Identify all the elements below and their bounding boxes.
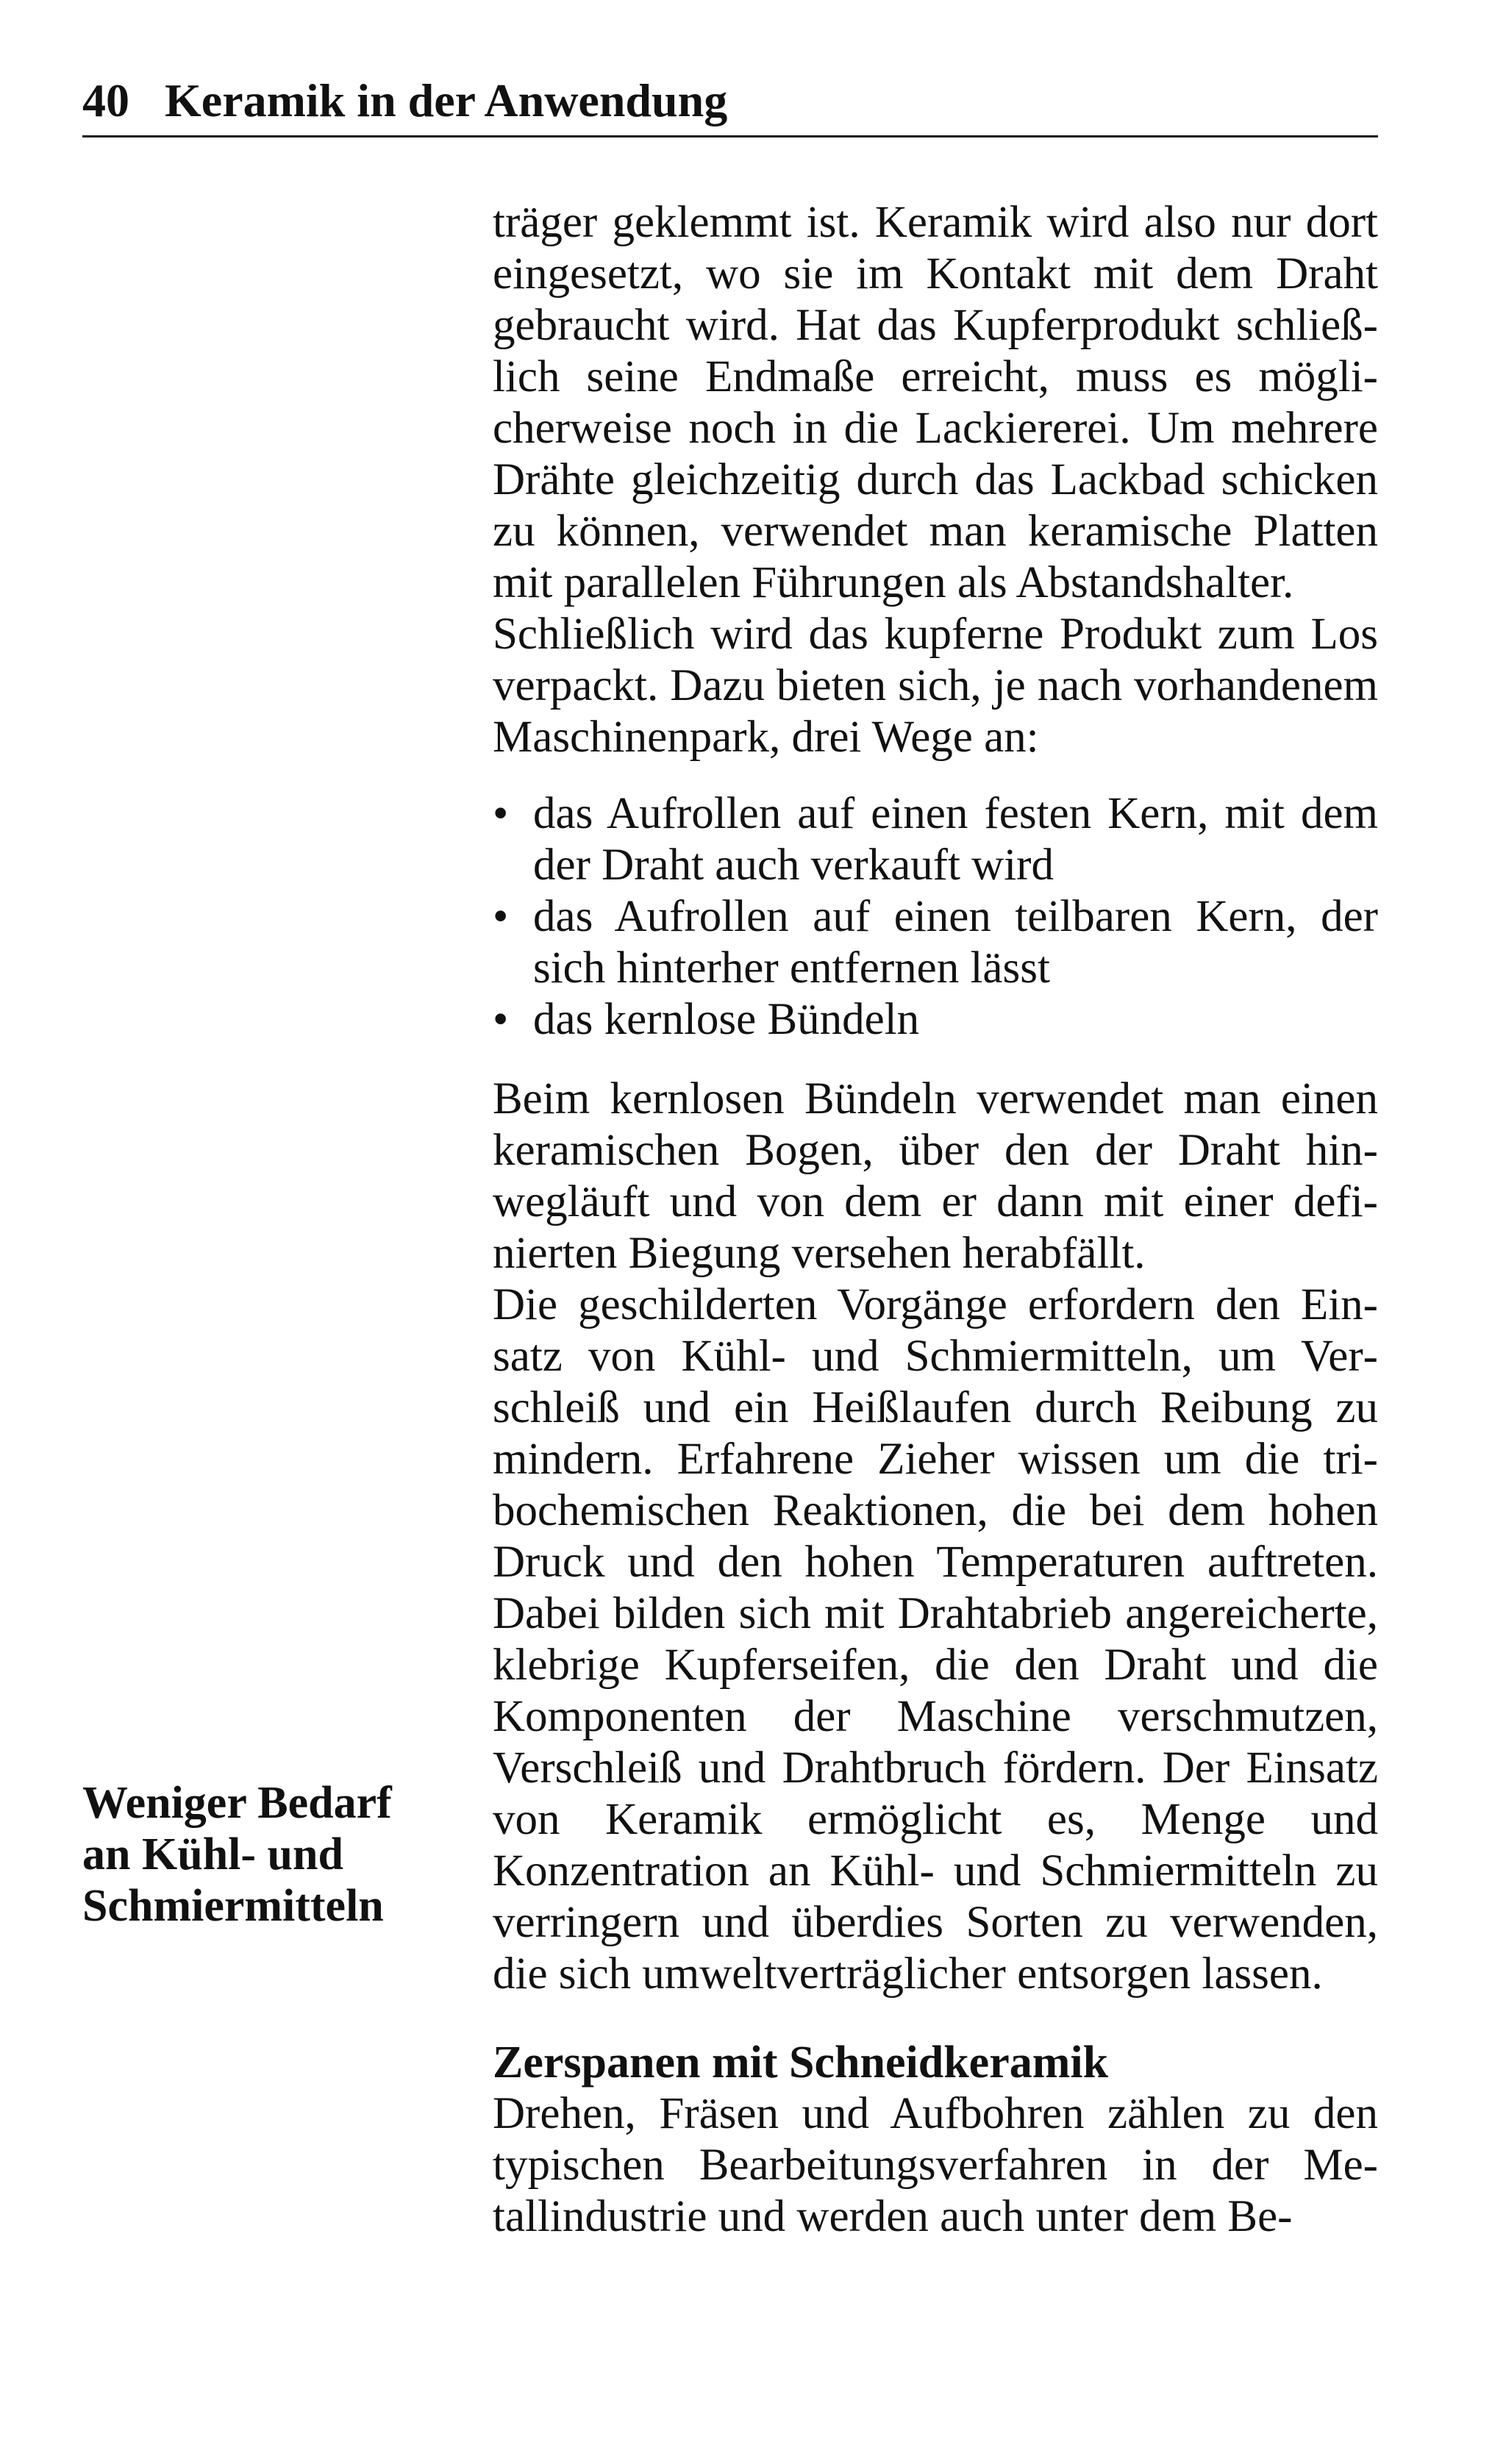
list-item-text: das Aufrollen auf einen festen Kern, mit dem der Draht auch verkauft wird [533, 789, 1378, 890]
margin-note-line: an Kühl- und [82, 1829, 343, 1879]
list-item [493, 788, 1378, 891]
list-item-text: das kernlose Bündeln [533, 995, 920, 1044]
paragraph: Die geschilderten Vorgänge erfordern den Einsatz von Kühl- und Schmiermitteln, um Verschleiß und ein Heißlaufen durch Reibung zu mindern. Erfahrene Zieher wissen um die tribochemischen Reaktionen, die bei dem hohen Druck und den hohen Temperaturen auftreten. Dabei bilden sich mit Drahtabrieb angereicherte, klebrige Kupferseifen, die den Draht und die Komponenten der Maschine verschmutzen, Verschleiß und Drahtbruch fördern. Der Einsatz von Keramik ermöglicht es, Menge und Konzentration an Kühl- und Schmiermitteln zu verringern und überdies Sorten zu verwenden, die sich umweltverträglicher entsorgen lassen. [493, 1280, 1378, 1999]
running-header [82, 70, 1378, 138]
bullet-icon: • [493, 789, 509, 838]
list-item [493, 994, 1378, 1046]
section-heading: Zerspanen mit Schneidkeramik [493, 2038, 1109, 2088]
paragraph: Schließlich wird das kupferne Produkt zum Los verpackt. Dazu bieten sich, je nach vorhandenem Maschinenpark, drei Wege an: [493, 610, 1378, 762]
paragraph: Beim kernlosen Bündeln verwendet man einen keramischen Bogen, über den der Draht hinwegläuft und von dem er dann mit einer definierten Biegung versehen herabfällt. [493, 1074, 1378, 1278]
margin-note-line: Schmiermitteln [82, 1881, 384, 1931]
page-number: 40 [82, 74, 129, 126]
list-item-text: das Aufrollen auf einen teilbaren Kern, der sich hinterher entfernen lässt [533, 892, 1378, 993]
margin-note-line: Weniger Bedarf [82, 1778, 392, 1828]
bullet-icon: • [493, 995, 509, 1044]
list-item [493, 891, 1378, 994]
paragraph: Drehen, Fräsen und Aufbohren zählen zu den typischen Bearbeitungsverfahren in der Metallindustrie und werden auch unter dem Be- [493, 2089, 1378, 2241]
margin-note [82, 1777, 428, 1932]
running-header-title: Keramik in der Anwendung [165, 74, 728, 126]
bullet-list [493, 788, 1378, 1046]
bullet-icon: • [493, 892, 509, 941]
main-text-column [493, 197, 1378, 2243]
paragraph: träger geklemmt ist. Keramik wird also nur dort eingesetzt, wo sie im Kontakt mit dem Draht gebraucht wird. Hat das Kupferprodukt schließlich seine Endmaße erreicht, muss es möglicherweise noch in die Lackiererei. Um mehrere Drähte gleichzeitig durch das Lackbad schicken zu können, verwendet man keramische Platten mit parallelen Führungen als Abstandshalter. [493, 198, 1378, 607]
